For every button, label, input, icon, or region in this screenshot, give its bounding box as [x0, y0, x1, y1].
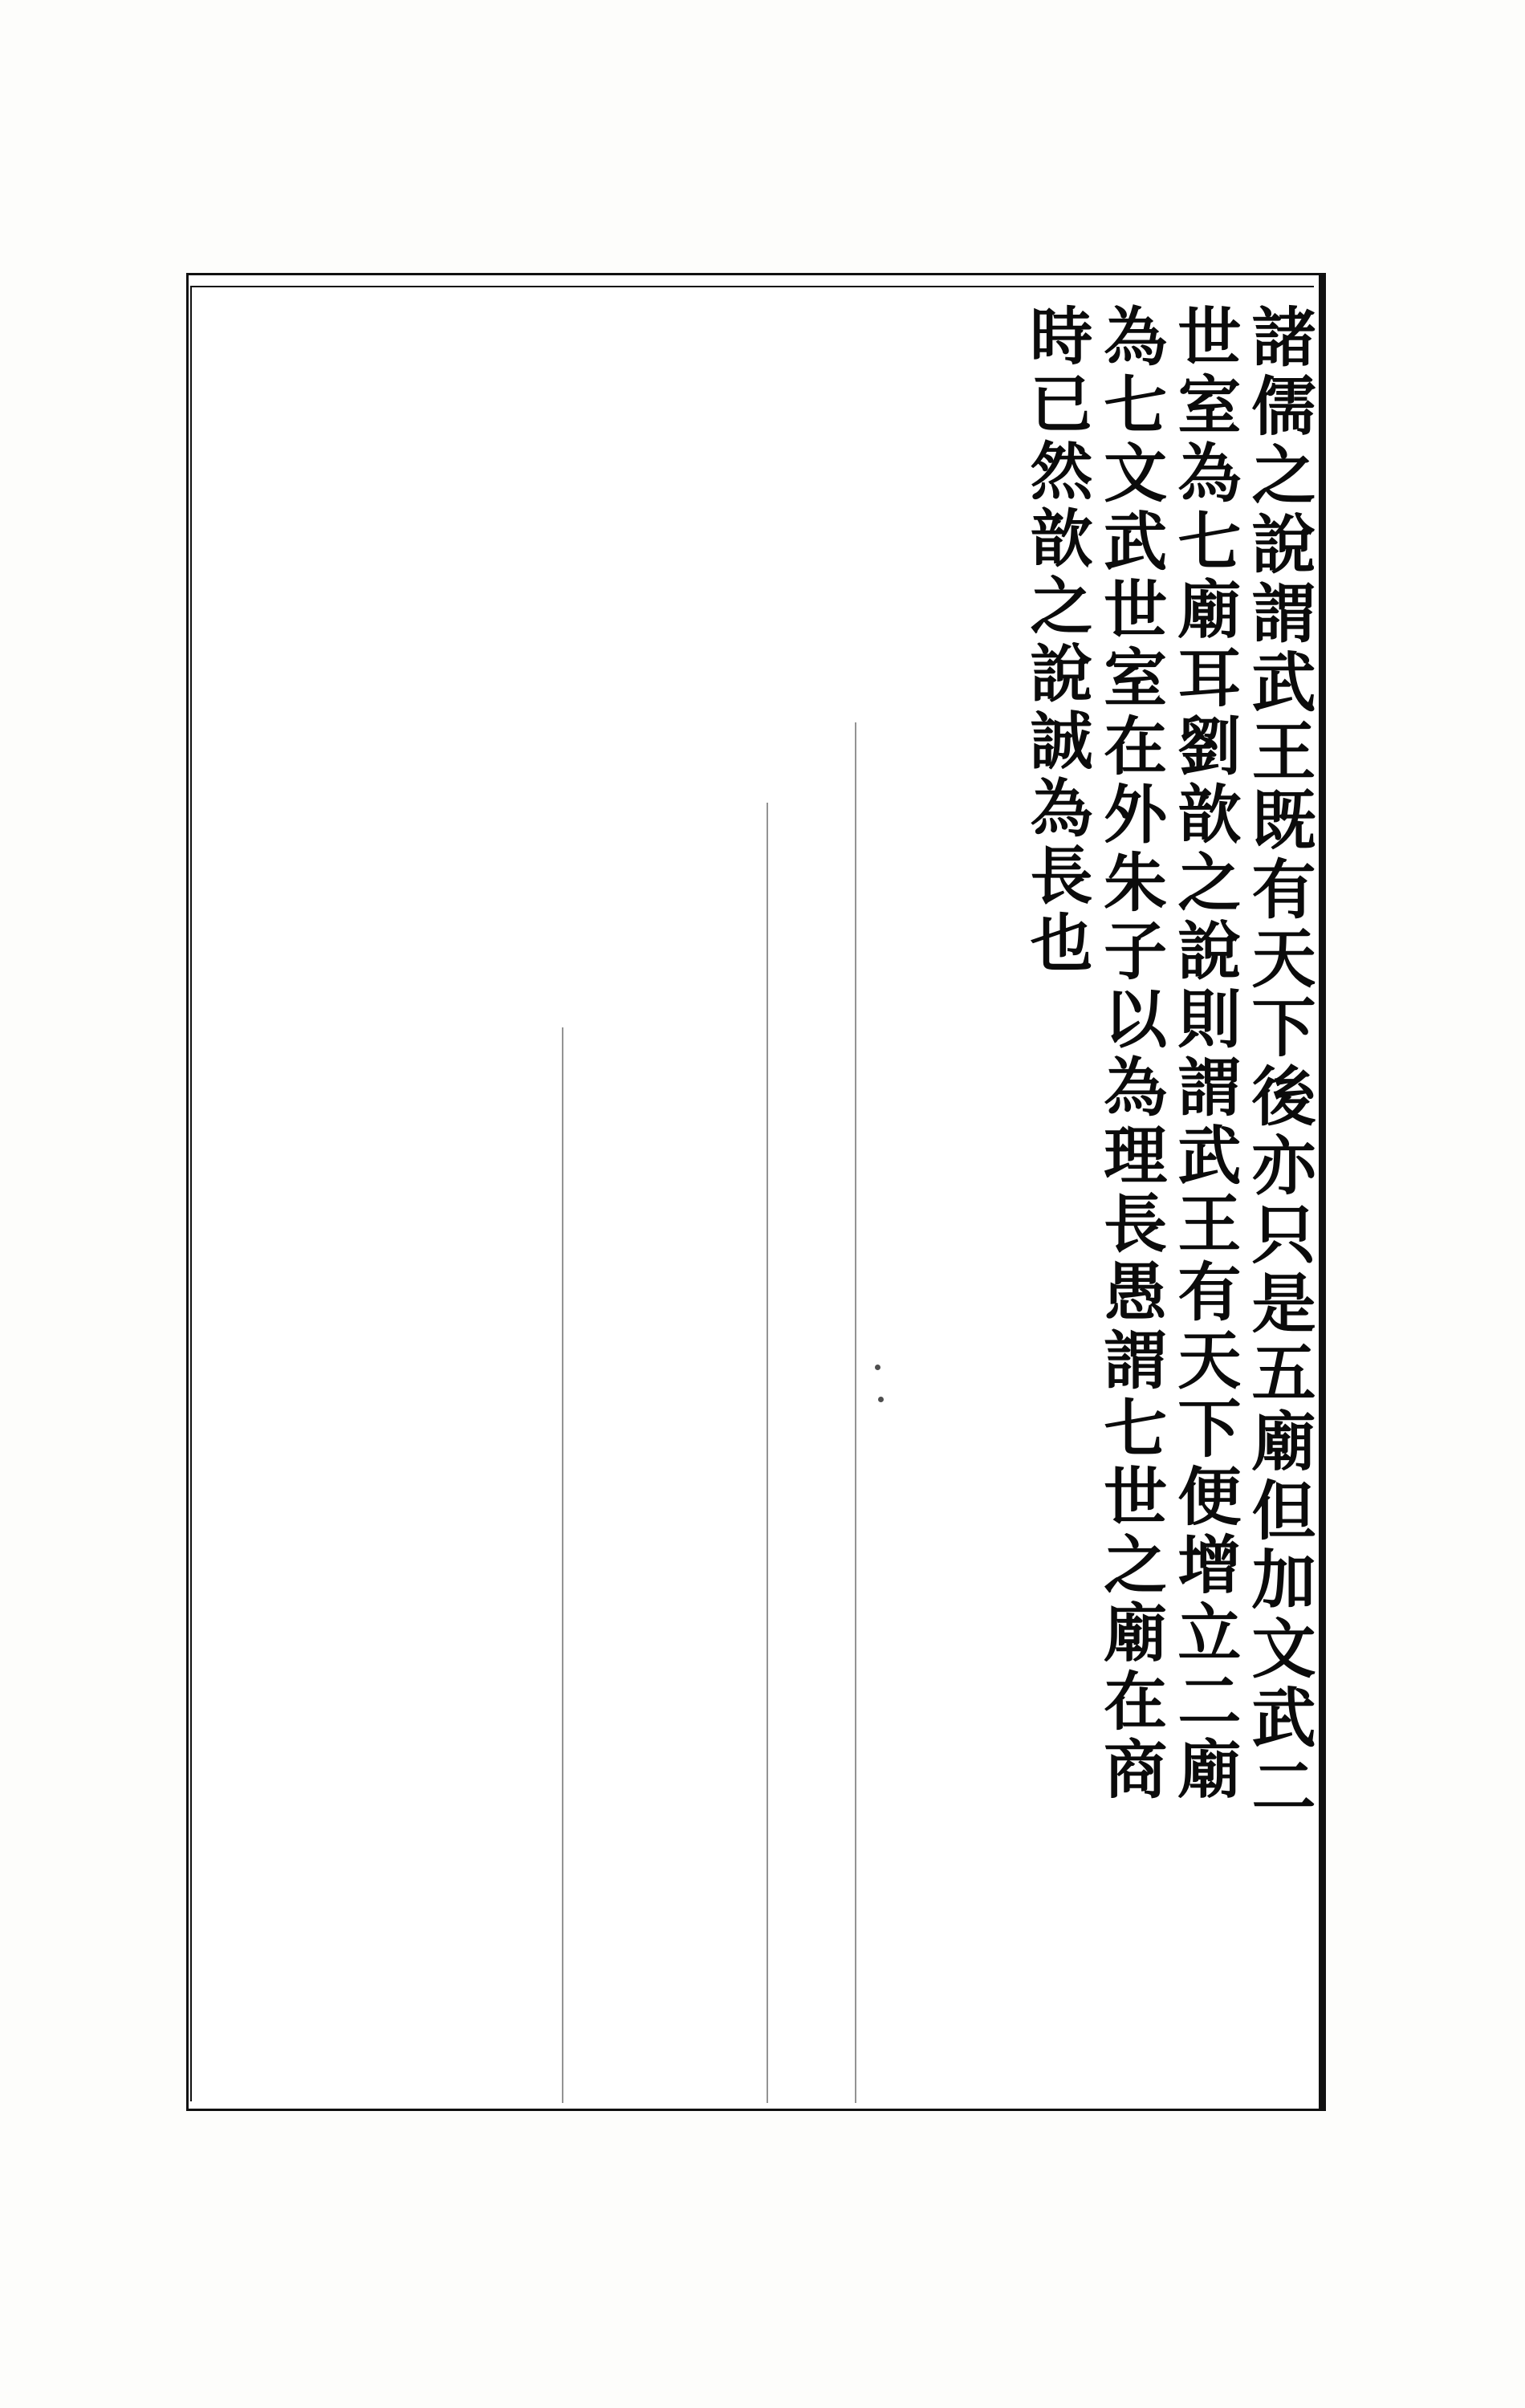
vertical-text-block — [186, 283, 1326, 2111]
text-column-3: 為七文武世室在外朱子以為理長愚謂七世之廟在商 — [1092, 303, 1168, 1804]
text-column-2: 世室為七廟耳劉歆之說則謂武王有天下便增立二廟 — [1166, 303, 1242, 1804]
text-column-4: 時已然歆之說誠為長也 — [1019, 303, 1093, 978]
text-column-1: 諸儒之說謂武王既有天下後亦只是五廟但加文武二 — [1241, 303, 1316, 1822]
